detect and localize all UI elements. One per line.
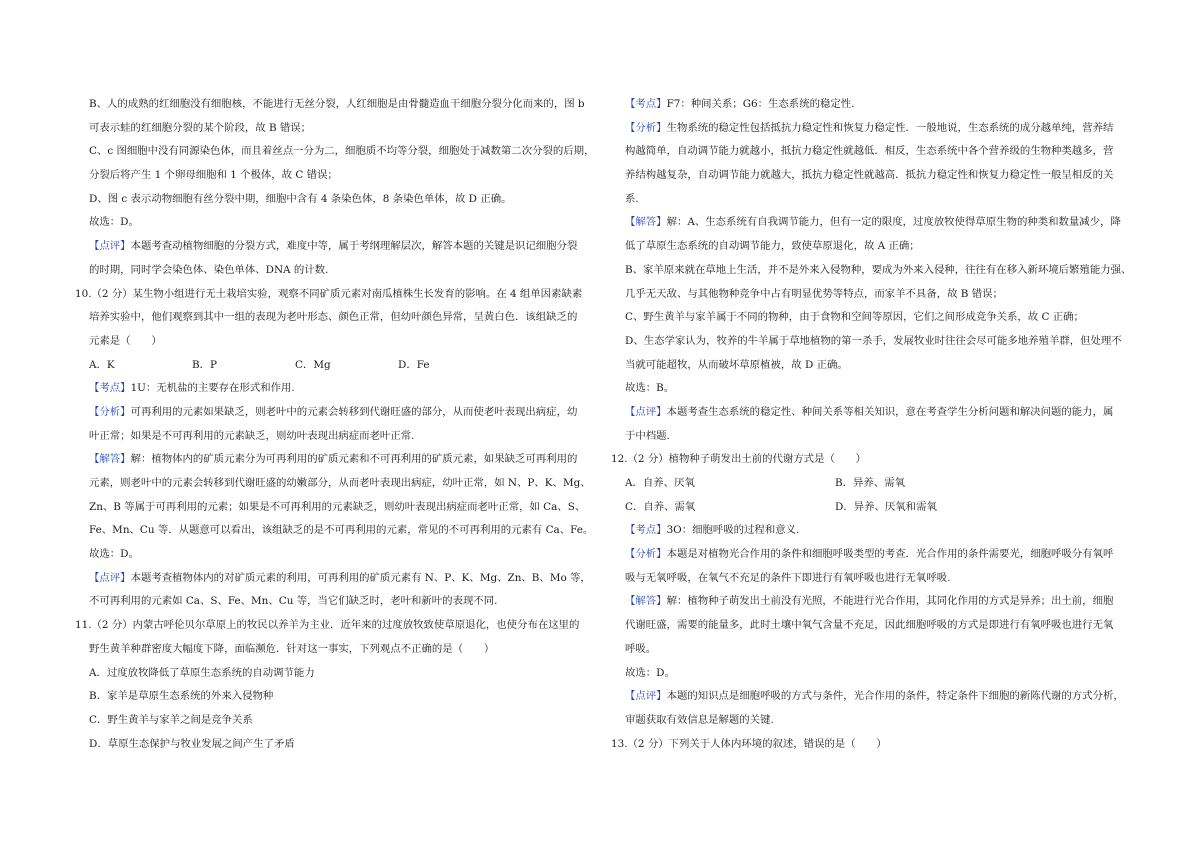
knowledge-point-line bbox=[611, 93, 1138, 117]
text-line: 代谢旺盛，需要的能量多，此时土壤中氧气含量不充足，因此细胞呼吸的方式是即进行有氧呼吸也进行无氧 bbox=[625, 619, 1114, 632]
solution-tag: 【解答】 bbox=[625, 595, 667, 608]
question-11-stem: 11.（2 分）内蒙古呼伦贝尔草原上的牧民以养羊为主业．近年来的过度放牧致使草原退化，也使分布在这里的 bbox=[75, 619, 580, 632]
analysis-tag: 【分析】 bbox=[89, 405, 131, 418]
review-text: 本题考查动植物细胞的分裂方式，难度中等，属于考纲理解层次，解答本题的关键是识记细胞分裂 bbox=[130, 240, 578, 253]
text-line: 于中档题. bbox=[625, 429, 670, 442]
option-b: B．P bbox=[192, 358, 218, 371]
review-tag: 【点评】 bbox=[625, 690, 667, 703]
option-a: A．过度放牧降低了草原生态系统的自动调节能力 bbox=[89, 666, 315, 679]
text-line: B、家羊原来就在草地上生活，并不是外来入侵物种，要成为外来入侵种，往往有在移入新环境后繁殖能力强、 bbox=[625, 263, 1132, 276]
text-line: 养结构越复杂，自动调节能力就越大，抵抗力稳定性就越高．抵抗力稳定性和恢复力稳定性一般呈相反的关 bbox=[625, 169, 1114, 182]
text-line: Zn、B 等属于可再利用的元素；如果是不可再利用的元素缺乏，则幼叶表现出病症而老叶正常，如 Ca、S、 bbox=[89, 500, 586, 513]
left-column bbox=[75, 93, 598, 756]
text-line: 故选：D。 bbox=[625, 666, 675, 679]
text-line: 吸与无氧呼吸，在氧气不充足的条件下即进行有氧呼吸也进行无氧呼吸. bbox=[625, 571, 951, 584]
option-d: D．草原生态保护与牧业发展之间产生了矛盾 bbox=[89, 737, 295, 750]
text-line: 的时期，同时学会染色体、染色单体、DNA 的计数. bbox=[89, 263, 329, 276]
text-line: D、生态学家认为，牧养的牛羊属于草地植物的第一杀手，发展牧业时往往会尽可能多地养殖羊群，但处理不 bbox=[625, 334, 1122, 347]
analysis-line bbox=[611, 543, 1138, 567]
text-line: 呼吸。 bbox=[625, 642, 657, 655]
knowledge-point-line bbox=[611, 519, 1138, 543]
analysis-line bbox=[75, 401, 598, 425]
question-12-options-row-2 bbox=[611, 496, 1138, 520]
solution-tag: 【解答】 bbox=[625, 216, 667, 229]
text-line: 系. bbox=[625, 192, 639, 205]
text-line: 元素，则老叶中的元素会转移到代谢旺盛的幼嫩部分，从而老叶表现出病症，幼叶正常，如 N、P、K、Mg、 bbox=[89, 477, 591, 489]
knowledge-text: 1U：无机盐的主要存在形式和作用. bbox=[130, 382, 295, 395]
text-line: 故选：B。 bbox=[625, 382, 675, 395]
knowledge-tag: 【考点】 bbox=[625, 524, 667, 537]
option-c: C．自养、需氧 bbox=[625, 500, 696, 513]
analysis-line bbox=[611, 117, 1138, 141]
text-line: 故选：D。 bbox=[89, 216, 139, 229]
review-line bbox=[75, 567, 598, 591]
text-line: 可表示蛙的红细胞分裂的某个阶段，故 B 错误； bbox=[89, 121, 312, 134]
knowledge-text: F7：种间关系；G6：生态系统的稳定性. bbox=[666, 98, 855, 110]
knowledge-point-line bbox=[75, 377, 598, 401]
solution-line bbox=[611, 211, 1138, 235]
option-c: C．野生黄羊与家羊之间是竞争关系 bbox=[89, 713, 253, 726]
analysis-text: 生物系统的稳定性包括抵抗力稳定性和恢复力稳定性．一般地说，生态系统的成分越单纯，营养结 bbox=[666, 121, 1114, 134]
knowledge-text: 3O：细胞呼吸的过程和意义. bbox=[666, 524, 800, 537]
option-a: A．K bbox=[89, 358, 115, 371]
review-tag: 【点评】 bbox=[89, 240, 131, 253]
question-10-stem: 10.（2 分）某生物小组进行无土栽培实验，观察不同矿质元素对南瓜植株生长发育的影响。在 4 组单因素缺素 bbox=[75, 287, 583, 300]
text-line: 不可再利用的元素如 Ca、S、Fe、Mn、Cu 等，当它们缺乏时，老叶和新叶的表现不同. bbox=[89, 595, 498, 608]
solution-line bbox=[611, 590, 1138, 614]
text-line: 元素是（ ） bbox=[89, 334, 162, 347]
review-line bbox=[611, 401, 1138, 425]
analysis-tag: 【分析】 bbox=[625, 548, 667, 561]
text-line: 当就可能超牧，从而破坏草原植被，故 D 正确。 bbox=[625, 358, 848, 371]
solution-text: 解：植物种子萌发出土前没有光照，不能进行光合作用，其同化作用的方式是异养；出土前，细胞 bbox=[666, 595, 1114, 608]
review-line bbox=[611, 685, 1138, 709]
review-text: 本题的知识点是细胞呼吸的方式与条件，光合作用的条件，特定条件下细胞的新陈代谢的方式分析， bbox=[666, 690, 1124, 703]
text-line: 几乎无天敌、与其他物种竞争中占有明显优势等特点，而家羊不具备，故 B 错误； bbox=[625, 287, 1003, 300]
review-line bbox=[75, 235, 598, 259]
text-line: 构越简单，自动调节能力就越小，抵抗力稳定性就越低．相反，生态系统中各个营养级的生物种类越多，营 bbox=[625, 145, 1114, 158]
review-text: 本题考查生态系统的稳定性、种间关系等相关知识，意在考查学生分析问题和解决问题的能力，属 bbox=[666, 405, 1114, 418]
review-tag: 【点评】 bbox=[625, 405, 667, 418]
text-line: 培养实验中，他们观察到其中一组的表现为老叶形态、颜色正常，但幼叶颜色异常，呈黄白色．该组缺乏的 bbox=[89, 311, 578, 324]
analysis-text: 可再利用的元素如果缺乏，则老叶中的元素会转移到代谢旺盛的部分，从而使老叶表现出病症，幼 bbox=[130, 405, 578, 418]
question-12-options-row-1 bbox=[611, 472, 1138, 496]
knowledge-tag: 【考点】 bbox=[625, 98, 667, 110]
analysis-text: 本题是对植物光合作用的条件和细胞呼吸类型的考查．光合作用的条件需要光，细胞呼吸分有氧呼 bbox=[666, 548, 1114, 561]
question-13-stem: 13.（2 分）下列关于人体内环境的叙述，错误的是（ ） bbox=[611, 737, 887, 750]
text-line: 审题获取有效信息是解题的关键. bbox=[625, 713, 774, 726]
review-text: 本题考查植物体内的对矿质元素的利用，可再利用的矿质元素有 N、P、K、Mg、Zn、B、Mo 等， bbox=[130, 571, 591, 584]
option-d: D．异养、厌氧和需氧 bbox=[835, 500, 937, 513]
knowledge-tag: 【考点】 bbox=[89, 382, 131, 395]
text-line: 野生黄羊种群密度大幅度下降，面临濒危．针对这一事实，下列观点不正确的是（ ） bbox=[89, 642, 495, 655]
solution-text: 解：A、生态系统有自我调节能力，但有一定的限度，过度放牧使得草原生物的种类和数量减少，降 bbox=[666, 216, 1121, 229]
text-line: 叶正常；如果是不可再利用的元素缺乏，则幼叶表现出病症而老叶正常. bbox=[89, 429, 415, 442]
review-tag: 【点评】 bbox=[89, 571, 131, 584]
analysis-tag: 【分析】 bbox=[625, 121, 667, 134]
option-c: C．Mg bbox=[295, 358, 331, 371]
text-line: C、野生黄羊与家羊属于不同的物种，由于食物和空间等原因，它们之间形成竞争关系，故 C 正确； bbox=[625, 311, 1084, 324]
solution-tag: 【解答】 bbox=[89, 453, 131, 466]
option-b: B．异养、需氧 bbox=[835, 477, 905, 489]
solution-line bbox=[75, 448, 598, 472]
text-line: 故选：D。 bbox=[89, 548, 139, 561]
text-line: D、图 c 表示动物细胞有丝分裂中期，细胞中含有 4 条染色体，8 条染色单体，故 D 正确。 bbox=[89, 192, 512, 205]
option-a: A．自养、厌氧 bbox=[625, 477, 695, 489]
option-b: B．家羊是草原生态系统的外来入侵物种 bbox=[89, 690, 274, 703]
question-12-stem: 12.（2 分）植物种子萌发出土前的代谢方式是（ ） bbox=[611, 453, 867, 466]
right-column bbox=[611, 93, 1138, 756]
question-10-options bbox=[75, 354, 598, 378]
text-line: C、c 图细胞中没有同源染色体，而且着丝点一分为二，细胞质不均等分裂，细胞处于减数第二次分裂的后期， bbox=[89, 145, 595, 158]
solution-text: 解：植物体内的矿质元素分为可再利用的矿质元素和不可再利用的矿质元素，如果缺乏可再利用的 bbox=[130, 453, 578, 466]
text-line: B、人的成熟的红细胞没有细胞核，不能进行无丝分裂，人红细胞是由骨髓造血干细胞分裂分化而来的，图 b bbox=[89, 98, 585, 110]
text-line: Fe、Mn、Cu 等．从题意可以看出，该组缺乏的是不可再利用的元素，常见的不可再利用的元素有 Ca、Fe。 bbox=[89, 524, 594, 537]
text-line: 分裂后将产生 1 个卵母细胞和 1 个极体，故 C 错误； bbox=[89, 169, 338, 182]
option-d: D．Fe bbox=[398, 358, 430, 371]
text-line: 低了草原生态系统的自动调节能力，致使草原退化，故 A 正确； bbox=[625, 240, 920, 253]
